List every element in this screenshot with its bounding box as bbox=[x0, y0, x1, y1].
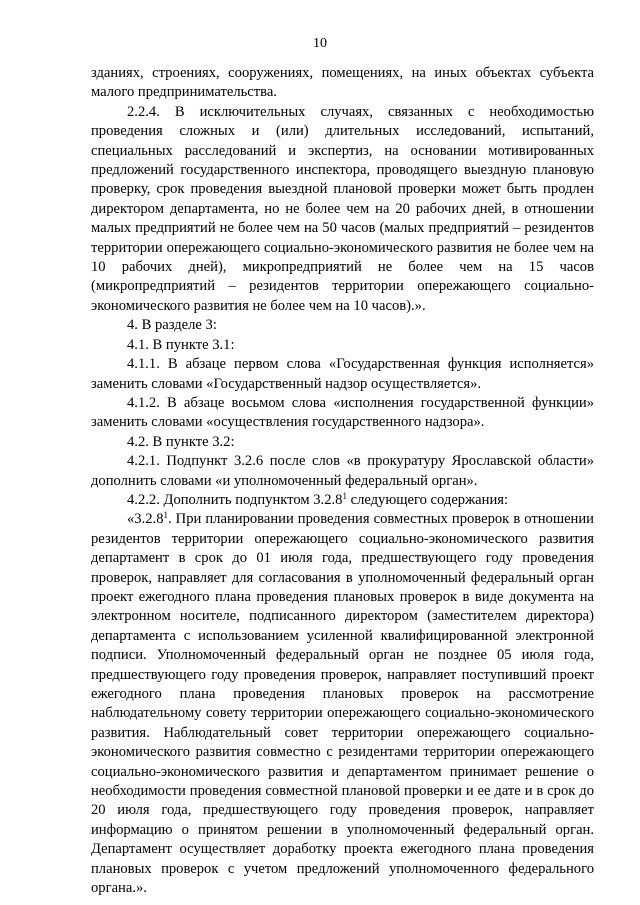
paragraph-3-2-8-1-text: . При планировании проведения совместных проверок в отношении резидентов территории опережающего социально-экономического развития департамент в срок до 01 июля года, предшествующего году проведения проверок, направляет для согласования в уполномоченный федеральный орган проект ежегодного плана проведения плановых проверок в виде документа на электронном носителе, подписанного директором (заместителем директора) департамента с использованием усиленной квалифицированной электронной подписи. Уполномоченный федеральный орган не позднее 05 июля года, предшествующего году проведения проверок, направляет поступивший проект ежегодного плана проведения плановых проверок на рассмотрение наблюдательному совету территории опережающего социально-экономического развития. Наблюдательный совет территории опережающего социально-экономического развития совместно с резидентами территории опережающего социально-экономического развития и департаментом принимает решение о необходимости проведения совместной плановой проверки и ее дате и в срок до 20 июля года, предшествующего году проведения проверок, направляет информацию о принятом решении в уполномоченный федеральный орган. Департамент осуществляет доработку проекта ежегодного плана проведения плановых проверок с учетом предложений уполномоченного федерального органа.». bbox=[91, 511, 594, 897]
paragraph-4-1-2: 4.1.2. В абзаце восьмом слова «исполнения государственной функции» заменить словами «осуществления государственного надзора». bbox=[91, 394, 594, 431]
superscript-index: 1 bbox=[342, 490, 347, 501]
paragraph-4-2: 4.2. В пункте 3.2: bbox=[127, 433, 235, 450]
paragraph-2-2-4: 2.2.4. В исключительных случаях, связанных с необходимостью проведения сложных и (или) длительных исследований, испытаний, специальных расследований и экспертиз, на основании мотивированных предложений государственного инспектора, проводящего выездную плановую проверку, срок проведения выездной плановой проверки может быть продлен директором департамента, но не более чем на 20 рабочих дней, в отношении малых предприятий не более чем на 50 часов (малых предприятий – резидентов территории опережающего социально-экономического развития не более чем на 10 рабочих дней), микропредприятий не более чем на 15 часов (микропредприятий – резидентов территории опережающего социально-экономического развития не более чем на 10 часов).». bbox=[91, 103, 594, 314]
paragraph-4-2-2-text: 4.2.2. Дополнить подпунктом 3.2.8 bbox=[127, 491, 343, 508]
paragraph-3-2-8-1 bbox=[91, 510, 594, 898]
paragraph-4-2-1: 4.2.1. Подпункт 3.2.6 после слов «в прокуратуру Ярославской области» дополнить словами «и уполномоченный федеральный орган». bbox=[91, 453, 594, 489]
superscript-index: 1 bbox=[163, 510, 168, 521]
document-body bbox=[91, 64, 594, 898]
paragraph-continuation: зданиях, строениях, сооружениях, помещениях, на иных объектах субъекта малого предпринимательства. bbox=[91, 65, 594, 101]
paragraph-4-1-1: 4.1.1. В абзаце первом слова «Государственная функция исполняется» заменить словами «Государственный надзор осуществляется». bbox=[91, 356, 594, 392]
paragraph-3-2-8-1-number: «3.2.8 bbox=[127, 511, 164, 528]
paragraph-4-2-2 bbox=[91, 491, 594, 510]
paragraph-4-1: 4.1. В пункте 3.1: bbox=[127, 336, 235, 353]
paragraph-section-3: 4. В разделе 3: bbox=[127, 317, 217, 334]
page-number: 10 bbox=[313, 36, 327, 51]
paragraph-4-2-2-tail: следующего содержания: bbox=[346, 491, 509, 508]
